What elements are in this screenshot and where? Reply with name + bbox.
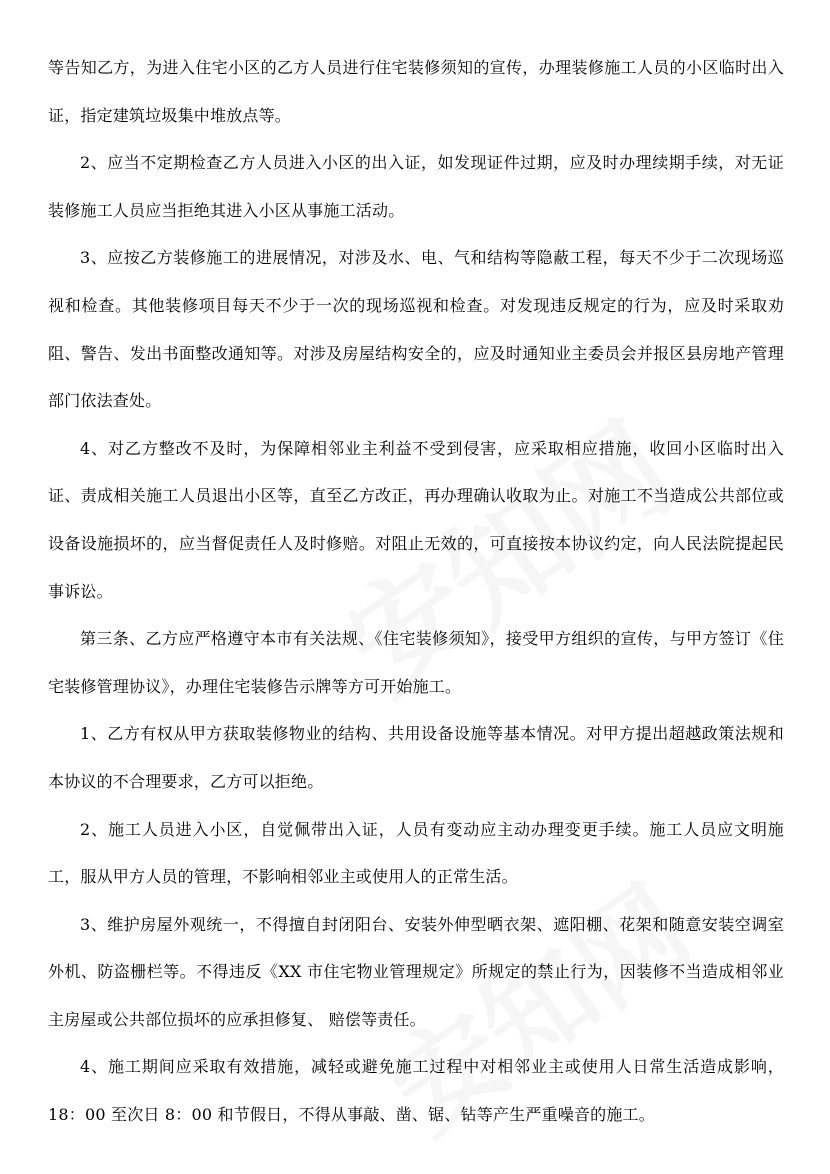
paragraph: 2、施工人员进入小区，自觉佩带出入证，人员有变动应主动办理变更手续。施工人员应文明施工，服从甲方人员的管理，不影响相邻业主或使用人的正常生活。	[48, 819, 784, 887]
document-body	[48, 44, 784, 1139]
paragraph: 1、乙方有权从甲方获取装修物业的结构、共用设备设施等基本情况。对甲方提出超越政策法规和本协议的不合理要求，乙方可以拒绝。	[48, 724, 784, 791]
paragraph: 4、对乙方整改不及时，为保障相邻业主利益不受到侵害，应采取相应措施，收回小区临时出入证、责成相关施工人员退出小区等，直至乙方改正，再办理确认收取为止。对施工不当造成公共部位或设备设施损坏的，应当督促责任人及时修赔。对阻止无效的，可直接按本协议约定，向人民法院提起民事诉讼。	[48, 438, 784, 601]
paragraph: 等告知乙方，为进入住宅小区的乙方人员进行住宅装修须知的宣传，办理装修施工人员的小区临时出入证，指定建筑垃圾集中堆放点等。	[48, 58, 784, 125]
paragraph: 2、应当不定期检查乙方人员进入小区的出入证，如发现证件过期，应及时办理续期手续，对无证装修施工人员应当拒绝其进入小区从事施工活动。	[48, 153, 784, 220]
paragraph: 3、应按乙方装修施工的进展情况，对涉及水、电、气和结构等隐蔽工程，每天不少于二次现场巡视和检查。其他装修项目每天不少于一次的现场巡视和检查。对发现违反规定的行为，应及时采取劝阻、警告、发出书面整改通知等。对涉及房屋结构安全的，应及时通知业主委员会并报区县房地产管理部门依法查处。	[48, 248, 784, 411]
paragraph: 4、施工期间应采取有效措施，减轻或避免施工过程中对相邻业主或使用人日常生活造成影响，18：00 至次日 8：00 和节假日，不得从事敲、凿、锯、钻等产生严重噪音的施工。	[48, 1057, 784, 1125]
paragraph: 第三条、乙方应严格遵守本市有关法规、《住宅装修须知》，接受甲方组织的宣传，与甲方签订《住宅装修管理协议》，办理住宅装修告示牌等方可开始施工。	[48, 629, 784, 696]
paragraph: 3、维护房屋外观统一，不得擅自封闭阳台、安装外伸型晒衣架、遮阳棚、花架和随意安装空调室外机、防盗栅栏等。不得违反《XX 市住宅物业管理规定》所规定的禁止行为，因装修不当造成相邻业主房屋或公共部位损坏的应承担修复、 赔偿等责任。	[48, 914, 784, 1029]
